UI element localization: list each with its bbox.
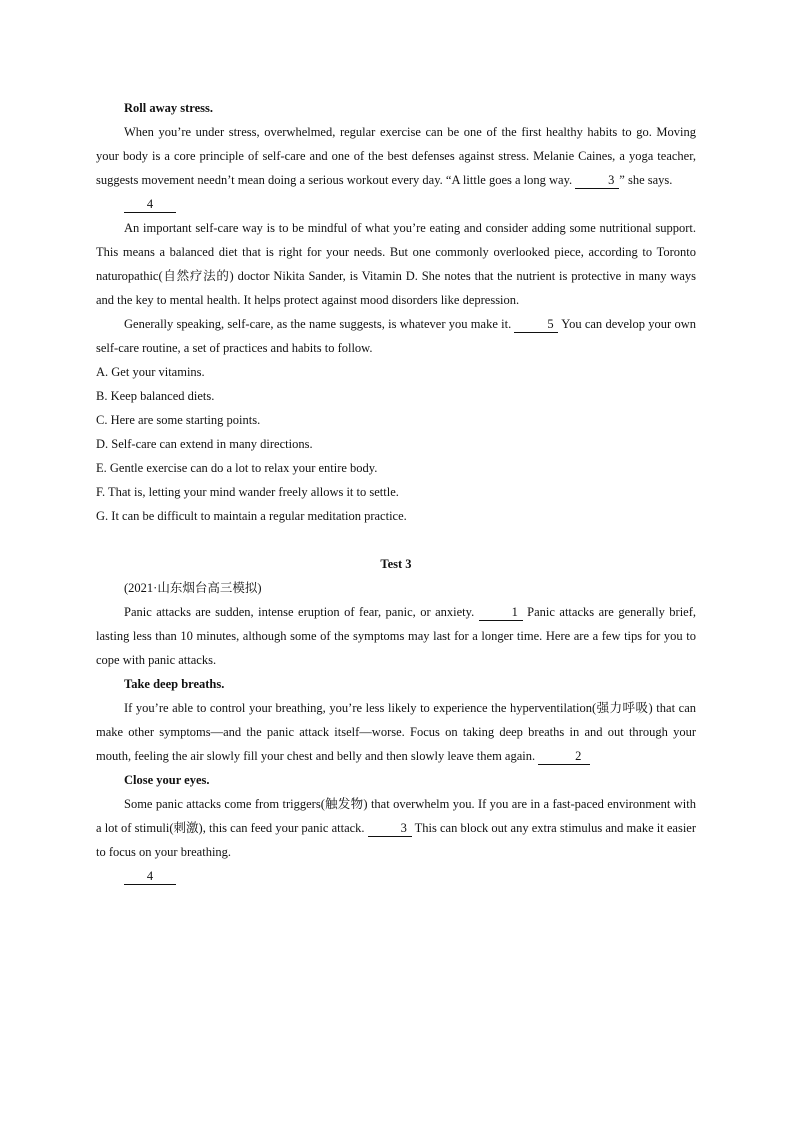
section-heading-deep-breaths: Take deep breaths. [124,677,225,691]
test-blank-2: 2 [538,748,590,765]
paragraph-breathing: If you’re able to control your breathing, you’re less likely to experience the hyperventilation(强力呼吸) that can make other symptoms—and the panic attack itself—worse. Focus on taking deep breaths in and out through your mouth, feeling the air slowly fill your chest and belly and then slowly leave them again. 2 [96,701,696,763]
section-gap [96,528,696,552]
test-source: (2021·山东烟台高三模拟) [124,581,262,595]
paragraph-exercise: When you’re under stress, overwhelmed, regular exercise can be one of the first healthy habits to go. Moving your body is a core principle of self-care and one of the best defenses against stress. Melanie Caines, a yoga teacher, suggests movement needn’t mean doing a serious workout every day. “A little goes a long way. 3 ” she says. [96,125,696,187]
blank-4-line [96,192,696,216]
paragraph-nutrition: An important self-care way is to be mindful of what you’re eating and consider adding some nutritional support. This means a balanced diet that is right for your needs. But one commonly overlooked piece, according to Toronto naturopathic(自然疗法的) doctor Nikita Sander, is Vitamin D. She notes that the nutrient is protective in many ways and the key to mental health. It helps protect against mood disorders like depression. [96,221,696,307]
option-g: G. It can be difficult to maintain a regular meditation practice. [96,509,407,523]
section-heading-close-eyes: Close your eyes. [124,773,210,787]
page-content [96,96,696,888]
paragraph-panic-intro: Panic attacks are sudden, intense eruption of fear, panic, or anxiety. 1 Panic attacks are generally brief, lasting less than 10 minutes, although some of the symptoms may last for a longer time. Here are a few tips for you to cope with panic attacks. [96,605,697,667]
blank-3: 3 [575,172,619,189]
test-blank-3: 3 [368,820,412,837]
option-a: A. Get your vitamins. [96,365,205,379]
test-blank-4-line [96,864,696,888]
paragraph-self-care: Generally speaking, self-care, as the name suggests, is whatever you make it. 5 You can develop your own self-care routine, a set of practices and habits to follow. [96,317,696,355]
section-heading-roll-away-stress: Roll away stress. [124,101,214,115]
options-list [96,360,696,528]
blank-5: 5 [514,316,558,333]
option-f: F. That is, letting your mind wander freely allows it to settle. [96,485,399,499]
test-blank-1: 1 [479,604,523,621]
test-title: Test 3 [380,557,412,571]
option-d: D. Self-care can extend in many directions. [96,437,313,451]
blank-4: 4 [124,196,176,213]
option-e: E. Gentle exercise can do a lot to relax your entire body. [96,461,378,475]
option-b: B. Keep balanced diets. [96,389,215,403]
paragraph-triggers: Some panic attacks come from triggers(触发物) that overwhelm you. If you are in a fast-paced environment with a lot of stimuli(刺激), this can feed your panic attack. 3 This can block out any extra stimulus and make it easier to focus on your breathing. [96,797,697,859]
option-c: C. Here are some starting points. [96,413,261,427]
test-blank-4: 4 [124,868,176,885]
